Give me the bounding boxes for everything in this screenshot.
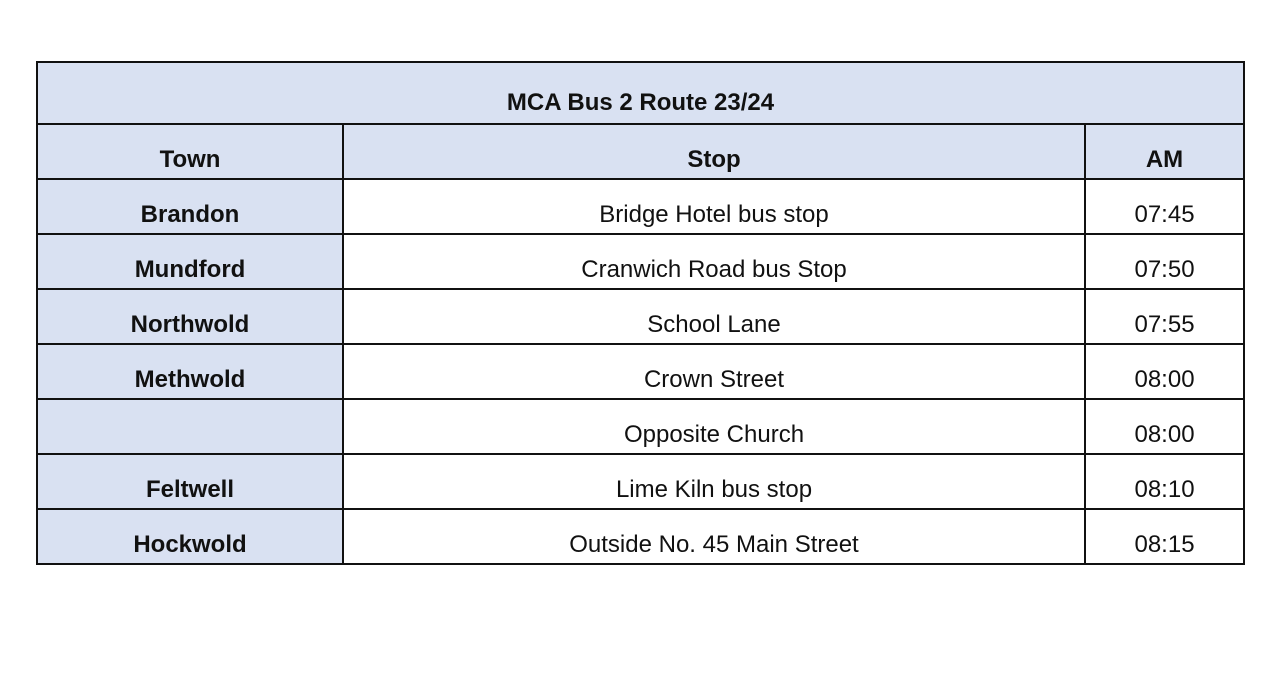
column-header-town: Town (37, 124, 343, 179)
town-cell: Methwold (37, 344, 343, 399)
time-cell: 08:00 (1085, 399, 1244, 454)
bus-route-timetable (36, 61, 1245, 565)
time-cell: 07:55 (1085, 289, 1244, 344)
time-cell: 07:50 (1085, 234, 1244, 289)
stop-cell: School Lane (343, 289, 1085, 344)
stop-cell: Bridge Hotel bus stop (343, 179, 1085, 234)
table-row (37, 289, 1244, 344)
time-cell: 07:45 (1085, 179, 1244, 234)
column-header-stop: Stop (343, 124, 1085, 179)
table-row (37, 344, 1244, 399)
stop-cell: Outside No. 45 Main Street (343, 509, 1085, 564)
town-cell (37, 399, 343, 454)
time-cell: 08:15 (1085, 509, 1244, 564)
town-cell: Feltwell (37, 454, 343, 509)
town-cell: Mundford (37, 234, 343, 289)
town-cell: Northwold (37, 289, 343, 344)
timetable-title: MCA Bus 2 Route 23/24 (37, 62, 1244, 124)
table-row (37, 179, 1244, 234)
table-row (37, 399, 1244, 454)
table-row (37, 454, 1244, 509)
table-row (37, 234, 1244, 289)
town-cell: Brandon (37, 179, 343, 234)
column-header-am: AM (1085, 124, 1244, 179)
header-row (37, 124, 1244, 179)
table-row (37, 509, 1244, 564)
town-cell: Hockwold (37, 509, 343, 564)
stop-cell: Lime Kiln bus stop (343, 454, 1085, 509)
stop-cell: Opposite Church (343, 399, 1085, 454)
stop-cell: Cranwich Road bus Stop (343, 234, 1085, 289)
title-row (37, 62, 1244, 124)
time-cell: 08:00 (1085, 344, 1244, 399)
time-cell: 08:10 (1085, 454, 1244, 509)
stop-cell: Crown Street (343, 344, 1085, 399)
